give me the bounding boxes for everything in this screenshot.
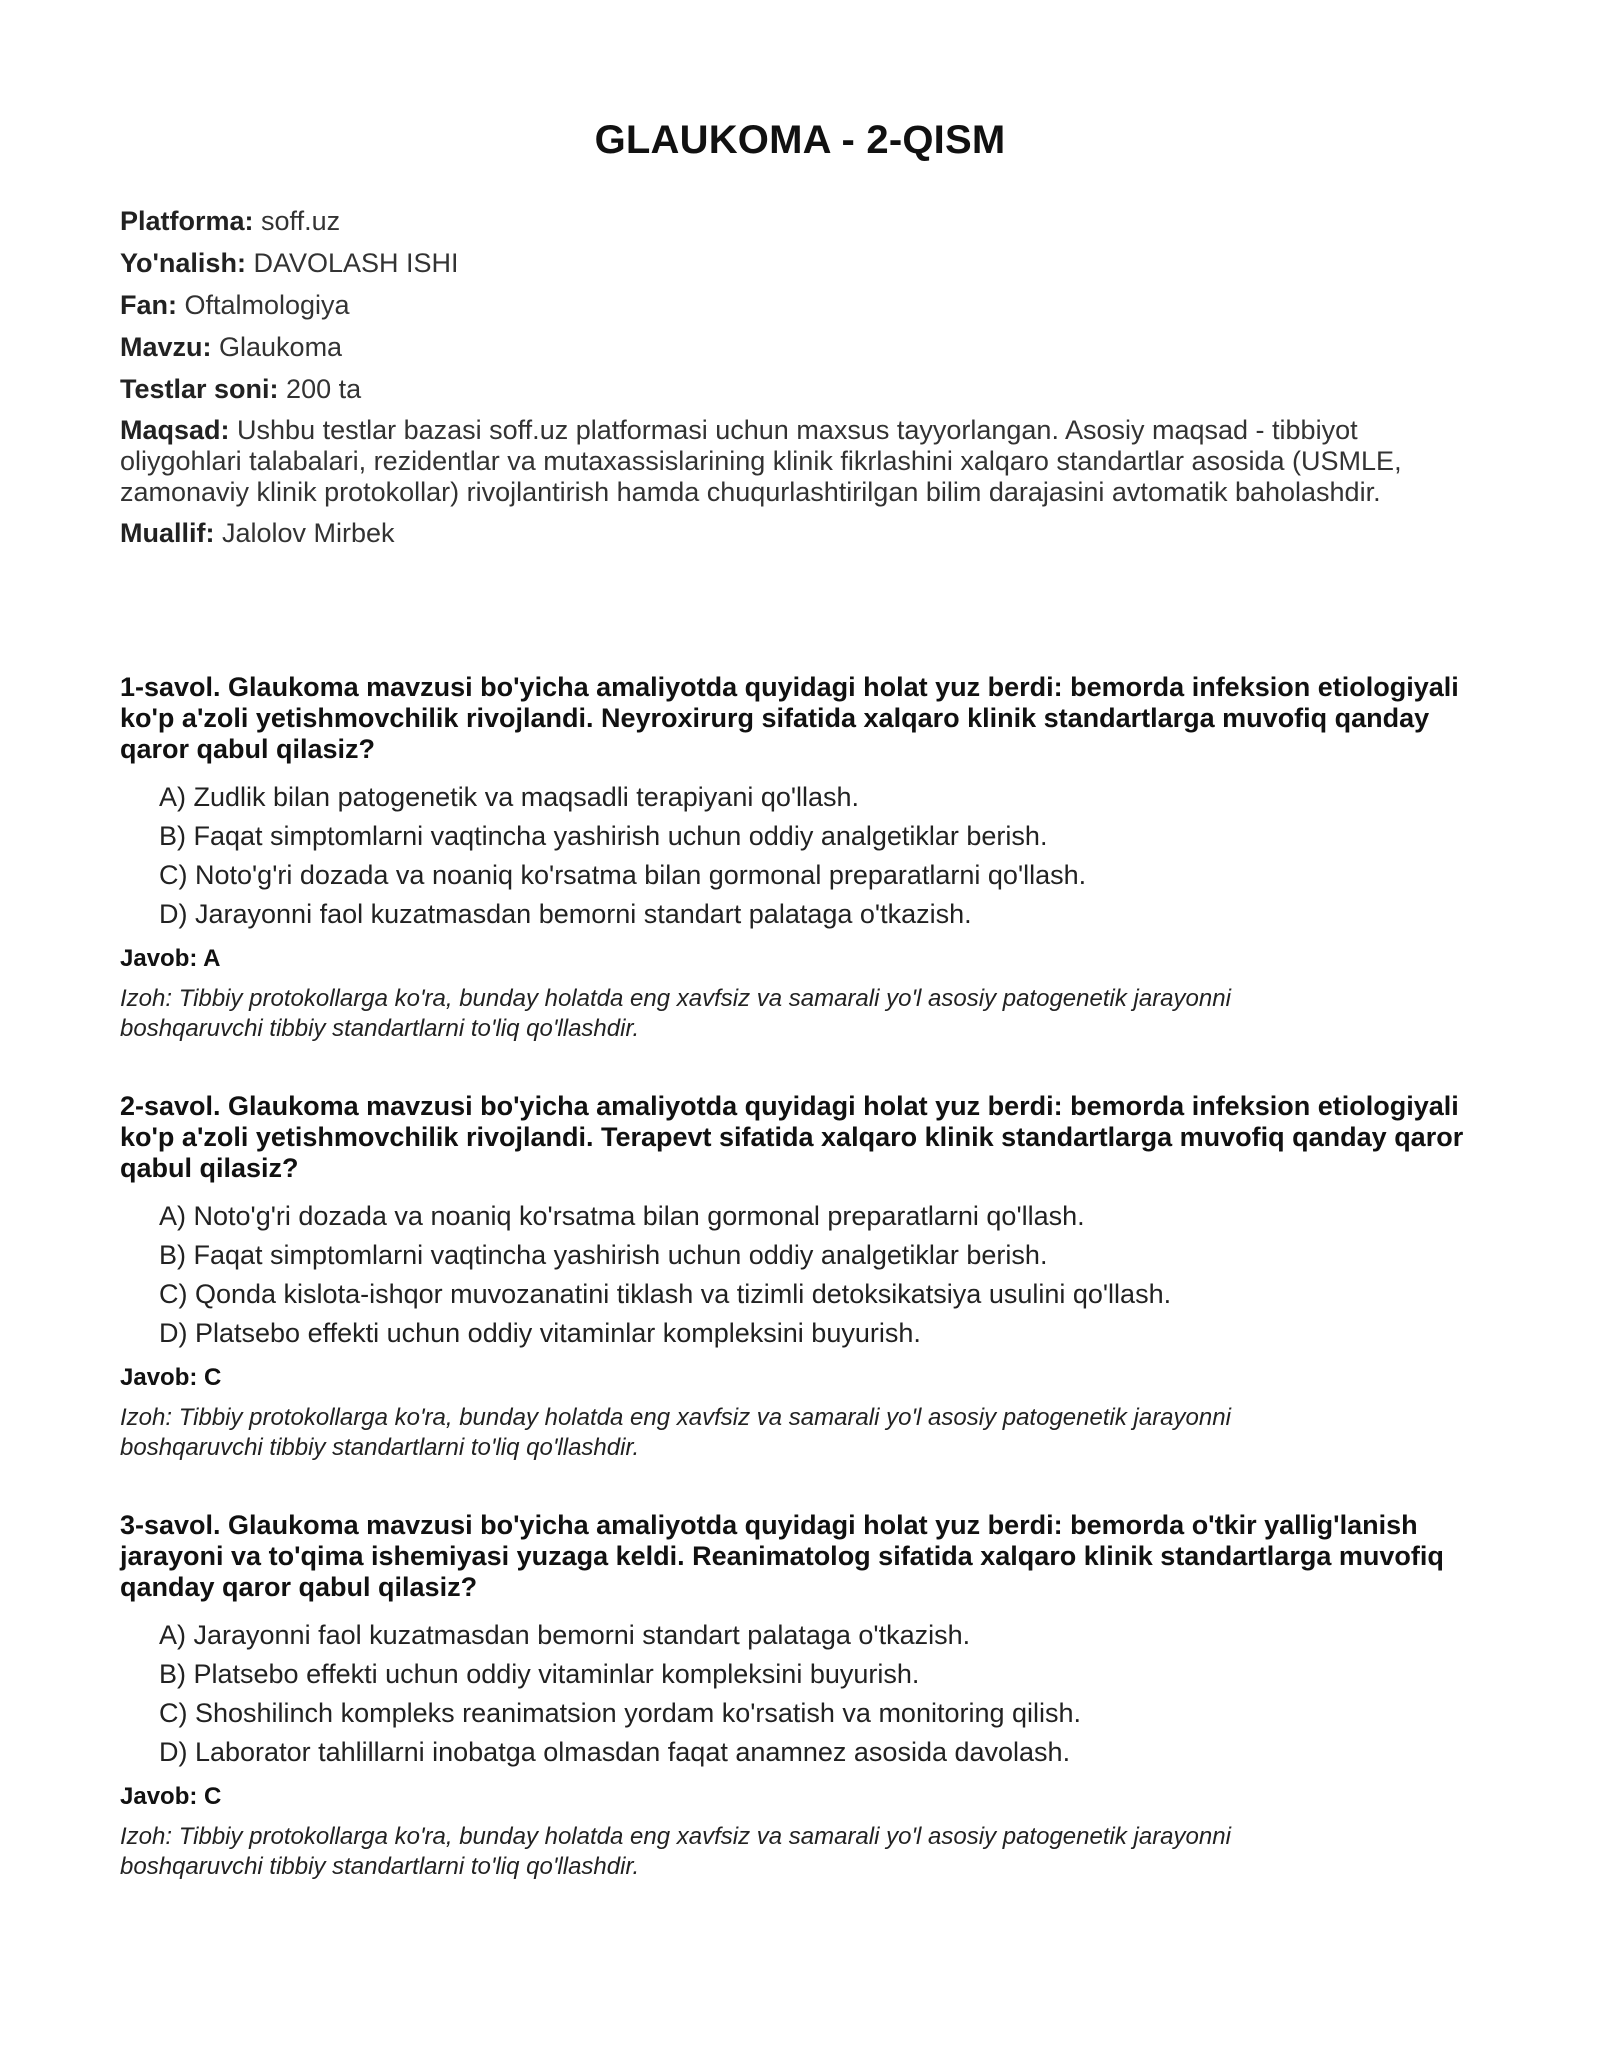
answer-label: Javob: A (120, 945, 221, 972)
option-a: A) Zudlik bilan patogenetik va maqsadli terapiyani qo'llash. (159, 782, 860, 812)
explanation-text: Izoh: Tibbiy protokollarga ko'ra, bunday holatda eng xavfsiz va samarali yo'l asosiy patogenetik jarayonni boshqaruvchi tibbiy standartlarni to'liq qo'llashdir. (120, 1823, 1231, 1880)
question-text: 2-savol. Glaukoma mavzusi bo'yicha amaliyotda quyidagi holat yuz berdi: bemorda infeksion etiologiyali ko'p a'zoli yetishmovchilik rivojlandi. Terapevt sifatida xalqaro klinik standartlarga muvofiq qanday qaror qabul qilasiz? (120, 1091, 1464, 1183)
question-2 (120, 1091, 1480, 1463)
question-1 (120, 672, 1480, 1044)
option-c: C) Qonda kislota-ishqor muvozanatini tiklash va tizimli detoksikatsiya usulini qo'llash. (159, 1279, 1172, 1309)
option-b: B) Platsebo effekti uchun oddiy vitaminlar kompleksini buyurish. (159, 1659, 920, 1689)
option-list (120, 1619, 1480, 1768)
meta-purpose (120, 415, 1460, 508)
meta-label: Yo'nalish: (120, 248, 246, 278)
option-b: B) Faqat simptomlarni vaqtincha yashirish uchun oddiy analgetiklar berish. (159, 1240, 1048, 1270)
meta-value: Jalolov Mirbek (214, 518, 395, 548)
question-text: 1-savol. Glaukoma mavzusi bo'yicha amaliyotda quyidagi holat yuz berdi: bemorda infeksion etiologiyali ko'p a'zoli yetishmovchilik rivojlandi. Neyroxirurg sifatida xalqaro klinik standartlarga muvofiq qanday qaror qabul qilasiz? (120, 672, 1459, 764)
option-c: C) Shoshilinch kompleks reanimatsion yordam ko'rsatish va monitoring qilish. (159, 1698, 1082, 1728)
answer-label: Javob: C (120, 1364, 222, 1391)
option-a: A) Jarayonni faol kuzatmasdan bemorni standart palataga o'tkazish. (159, 1620, 971, 1650)
option-list (120, 1200, 1480, 1349)
meta-label: Mavzu: (120, 332, 212, 362)
option-a: A) Noto'g'ri dozada va noaniq ko'rsatma bilan gormonal preparatlarni qo'llash. (159, 1201, 1085, 1231)
meta-value: Oftalmologiya (177, 290, 350, 320)
question-list (120, 672, 1480, 1929)
meta-label: Maqsad: (120, 415, 230, 445)
answer-label: Javob: C (120, 1783, 222, 1810)
explanation-text: Izoh: Tibbiy protokollarga ko'ra, bunday holatda eng xavfsiz va samarali yo'l asosiy patogenetik jarayonni boshqaruvchi tibbiy standartlarni to'liq qo'llashdir. (120, 985, 1231, 1042)
question-text: 3-savol. Glaukoma mavzusi bo'yicha amaliyotda quyidagi holat yuz berdi: bemorda o'tkir yallig'lanish jarayoni va to'qima ishemiyasi yuzaga keldi. Reanimatolog sifatida xalqaro klinik standartlarga muvofiq qanday qaror qabul qilasiz? (120, 1510, 1444, 1602)
option-c: C) Noto'g'ri dozada va noaniq ko'rsatma bilan gormonal preparatlarni qo'llash. (159, 860, 1087, 890)
meta-label: Platforma: (120, 206, 254, 236)
meta-label: Fan: (120, 290, 177, 320)
option-d: D) Laborator tahlillarni inobatga olmasdan faqat anamnez asosida davolash. (159, 1737, 1071, 1767)
option-b: B) Faqat simptomlarni vaqtincha yashirish uchun oddiy analgetiklar berish. (159, 821, 1048, 851)
document-title: GLAUKOMA - 2-QISM (594, 118, 1006, 162)
option-list (120, 781, 1480, 930)
meta-platform (120, 205, 1460, 237)
explanation-text: Izoh: Tibbiy protokollarga ko'ra, bunday holatda eng xavfsiz va samarali yo'l asosiy patogenetik jarayonni boshqaruvchi tibbiy standartlarni to'liq qo'llashdir. (120, 1404, 1231, 1461)
meta-value: 200 ta (278, 374, 362, 404)
meta-value: Ushbu testlar bazasi soff.uz platformasi uchun maxsus tayyorlangan. Asosiy maqsad - tibbiyot oliygohlari talabalari, rezidentlar va mutaxassislarining klinik fikrlashini xalqaro standartlar asosida (USMLE, zamonaviy klinik protokollar) rivojlantirish hamda chuqurlashtirilgan bilim darajasini avtomatik baholashdir. (120, 415, 1402, 507)
meta-value: Glaukoma (211, 332, 343, 362)
meta-direction (120, 247, 1460, 279)
meta-value: soff.uz (253, 206, 341, 236)
meta-topic (120, 331, 1460, 363)
question-3 (120, 1510, 1480, 1882)
meta-test-count (120, 373, 1460, 405)
option-d: D) Platsebo effekti uchun oddiy vitaminlar kompleksini buyurish. (159, 1318, 921, 1348)
meta-label: Testlar soni: (120, 374, 279, 404)
meta-label: Muallif: (120, 518, 215, 548)
meta-subject (120, 289, 1460, 321)
meta-value: DAVOLASH ISHI (245, 248, 459, 278)
meta-author (120, 517, 1460, 549)
option-d: D) Jarayonni faol kuzatmasdan bemorni standart palataga o'tkazish. (159, 899, 972, 929)
document-metadata (120, 205, 1460, 559)
